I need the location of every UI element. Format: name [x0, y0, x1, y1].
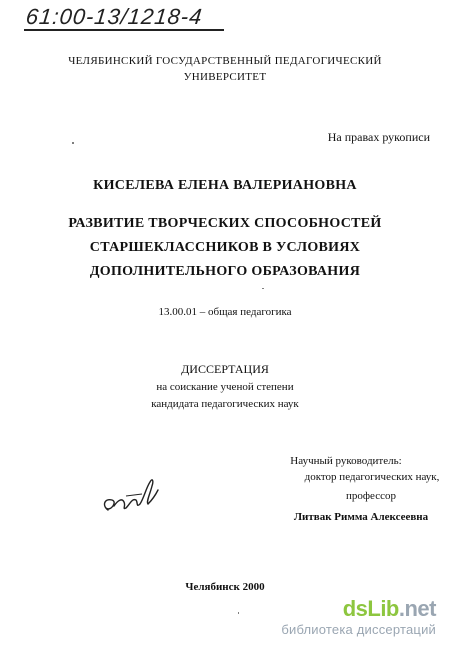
scan-speck — [72, 142, 74, 144]
dissertation-degree-line-1: на соискание ученой степени — [156, 381, 294, 393]
scan-speck — [262, 288, 264, 289]
dissertation-label: ДИССЕРТАЦИЯ — [181, 362, 269, 376]
catalog-number: 61:00-13/1218-4 — [24, 4, 204, 29]
dslib-tagline: библиотека диссертаций — [281, 622, 436, 637]
scan-speck — [238, 612, 239, 614]
catalog-underline — [24, 29, 224, 31]
title-line-1: РАЗВИТИЕ ТВОРЧЕСКИХ СПОСОБНОСТЕЙ — [68, 216, 382, 231]
logo-lib: Lib — [367, 596, 399, 621]
dissertation-degree-line-2: кандидата педагогических наук — [151, 398, 299, 410]
title-line-2: СТАРШЕКЛАССНИКОВ В УСЛОВИЯХ — [89, 240, 361, 255]
title-line-3: ДОПОЛНИТЕЛЬНОГО ОБРАЗОВАНИЯ — [89, 264, 361, 279]
city-year: Челябинск 2000 — [185, 581, 265, 593]
advisor-degree: доктор педагогических наук, — [304, 471, 440, 483]
advisor-name: Литвак Римма Алексеевна — [293, 511, 429, 523]
handwritten-signature — [96, 470, 166, 520]
advisor-rank: профессор — [346, 490, 396, 502]
logo-ds: ds — [342, 596, 368, 621]
institution-line-2: УНИВЕРСИТЕТ — [183, 71, 267, 83]
logo-net: .net — [398, 596, 436, 621]
advisor-role: Научный руководитель: — [290, 455, 402, 467]
rights-note: На правах рукописи — [327, 130, 430, 144]
specialty-code: 13.00.01 – общая педагогика — [158, 306, 292, 318]
institution-line-1: ЧЕЛЯБИНСКИЙ ГОСУДАРСТВЕННЫЙ ПЕДАГОГИЧЕСКИЙ — [68, 55, 382, 67]
institution-name — [0, 53, 450, 85]
author-name: КИСЕЛЕВА ЕЛЕНА ВАЛЕРИАНОВНА — [93, 178, 357, 193]
dslib-logo — [343, 596, 436, 622]
